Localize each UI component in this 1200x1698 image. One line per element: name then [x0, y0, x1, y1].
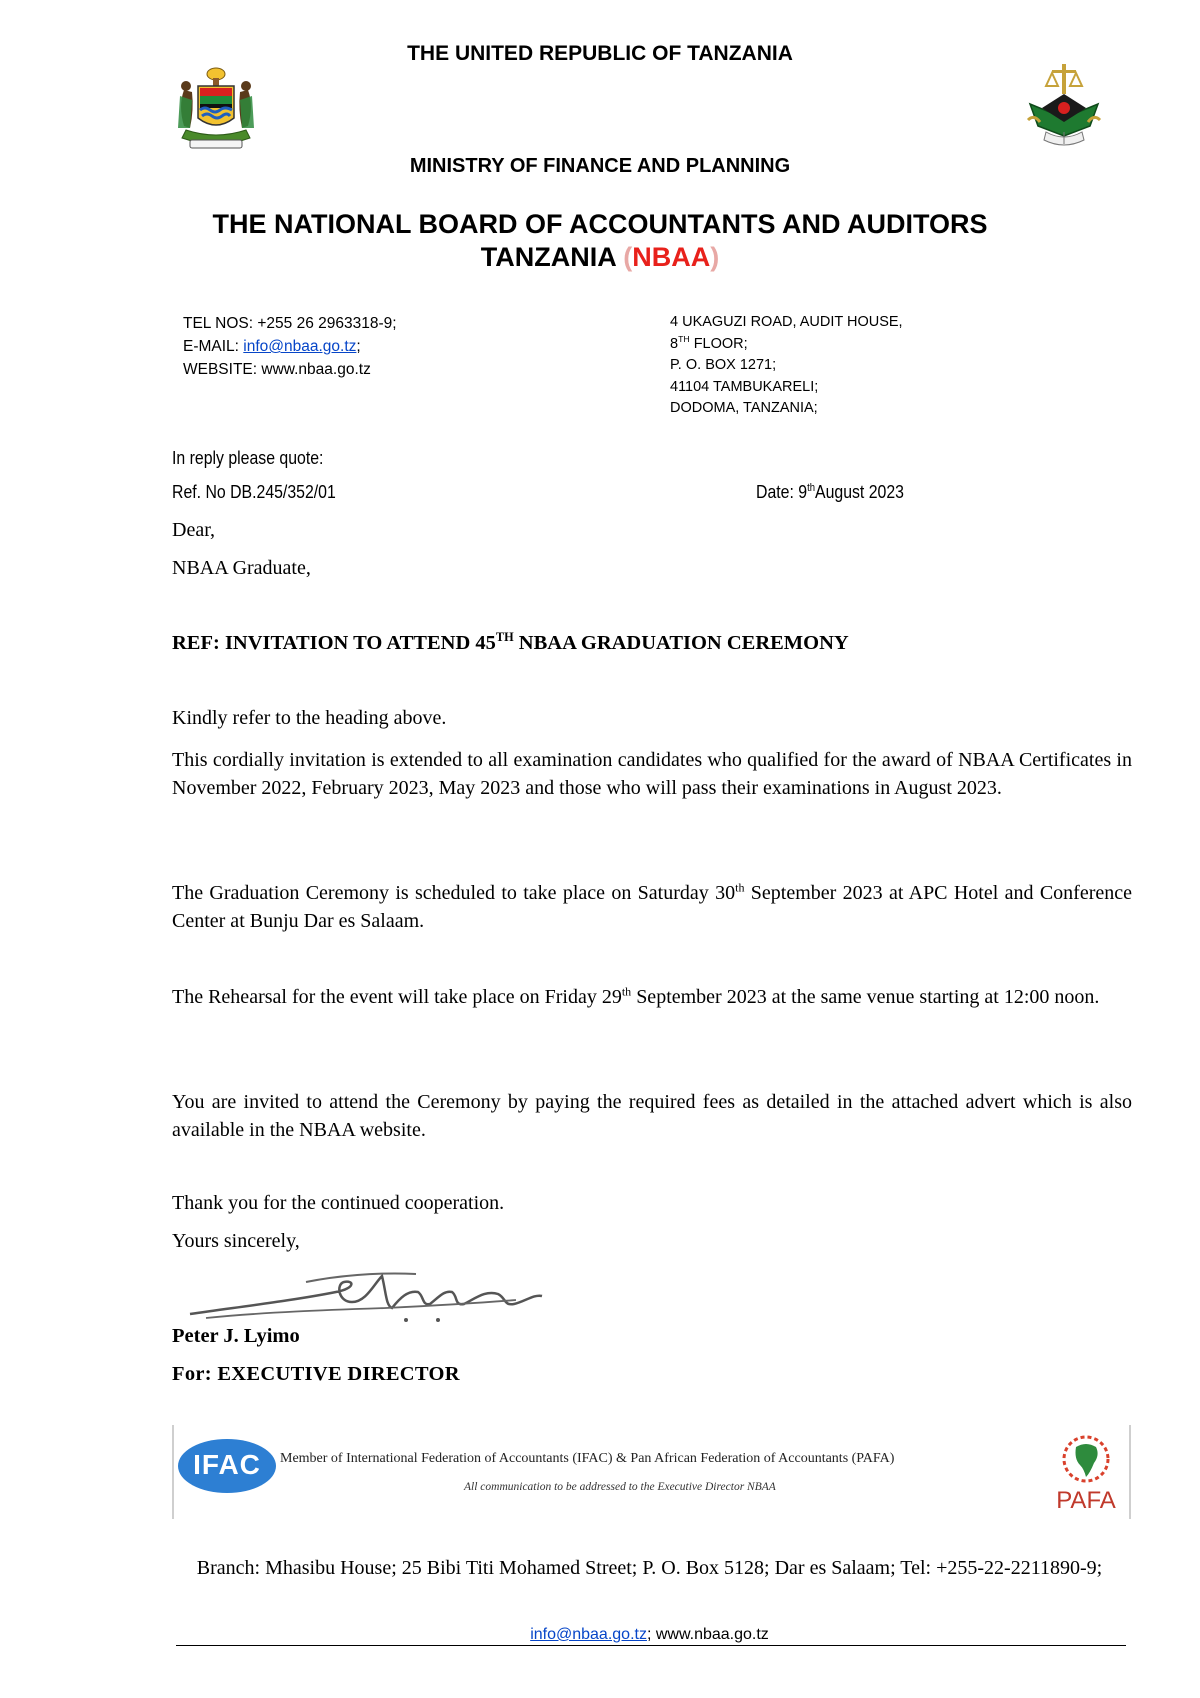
subject-sup: TH [495, 630, 514, 645]
subject-line [172, 632, 849, 655]
salutation-recipient: NBAA Graduate, [172, 557, 311, 579]
p3-sup: th [735, 880, 745, 895]
date-prefix: Date: 9 [756, 482, 808, 502]
footer-email-link[interactable]: info@nbaa.go.tz [530, 1626, 647, 1643]
address-line3: P. O. BOX 1271; [670, 357, 777, 373]
ministry-heading: MINISTRY OF FINANCE AND PLANNING [409, 155, 791, 177]
membership-text: Member of International Federation of Accountants (IFAC) & Pan African Federation of Accountants (PAFA) [280, 1451, 895, 1466]
handwritten-signature-icon [186, 1262, 546, 1324]
subject-prefix: REF: INVITATION TO ATTEND 45 [172, 632, 496, 654]
p3-rest: September 2023 at APC Hotel and Conference Center at Bunju Dar es Salaam. [172, 882, 1132, 932]
board-name-line1: THE NATIONAL BOARD OF ACCOUNTANTS AND AUDITORS [212, 209, 988, 239]
website-value[interactable]: www.nbaa.go.tz [261, 361, 371, 378]
email-line [183, 335, 397, 358]
board-paren-close: ) [710, 242, 720, 272]
p4-sup: th [621, 984, 632, 999]
address-block [670, 312, 903, 420]
tel-label: TEL NOS: [183, 315, 254, 332]
pafa-logo-text: PAFA [1056, 1487, 1116, 1514]
reply-quote: In reply please quote: [172, 448, 324, 468]
branch-address: Branch: Mhasibu House; 25 Bibi Titi Mohamed Street; P. O. Box 5128; Dar es Salaam; Tel: +255-22-2211890-9; [196, 1557, 1103, 1579]
pafa-africa-icon [1050, 1433, 1120, 1485]
address-floor-sup: TH [678, 333, 690, 344]
date-rest: August 2023 [815, 482, 904, 502]
footer-links [172, 1626, 1127, 1644]
contact-block [183, 312, 397, 381]
date-sup: th [807, 482, 816, 494]
body-paragraph-2: This cordially invitation is extended to all examination candidates who qualified for the award of NBAA Certificates in November 2022, February 2023, May 2023 and those who will pass their examinations in August 2023. [172, 749, 1132, 799]
body-paragraph-1: Kindly refer to the heading above. [172, 707, 447, 729]
address-floor-rest: FLOOR; [689, 335, 748, 352]
tel-value: +255 26 2963318-9; [257, 315, 397, 332]
body-paragraph-5: You are invited to attend the Ceremony by paying the required fees as detailed in the attached advert which is also available in the NBAA website. [172, 1091, 1132, 1141]
website-line [183, 358, 397, 381]
letter-date [756, 482, 904, 503]
email-link[interactable]: info@nbaa.go.tz [243, 338, 357, 355]
address-line1: 4 UKAGUZI ROAD, AUDIT HOUSE, [670, 314, 903, 330]
address-line4: 41104 TAMBUKARELI; [670, 378, 819, 395]
body-paragraph-6: Thank you for the continued cooperation. [172, 1192, 505, 1214]
ifac-logo-icon [178, 1439, 276, 1493]
email-label: E-MAIL: [183, 338, 239, 355]
address-floor-num: 8 [670, 335, 679, 352]
p4-prefix: The Rehearsal for the event will take place on Friday 29 [172, 986, 622, 1008]
body-paragraph-3 [172, 879, 1132, 935]
salutation-dear: Dear, [172, 519, 216, 541]
ifac-logo-text: IFAC [193, 1449, 261, 1480]
signatory-name: Peter J. Lyimo [172, 1325, 300, 1347]
body-paragraph-4 [172, 983, 1132, 1011]
nbaa-emblem-icon [1018, 60, 1110, 152]
board-acronym: NBAA [632, 242, 711, 272]
address-line5: DODOMA, TANZANIA; [670, 400, 818, 416]
subject-rest: NBAA GRADUATION CEREMONY [513, 632, 849, 654]
board-country: TANZANIA [480, 242, 624, 272]
closing-yours: Yours sincerely, [172, 1230, 300, 1252]
tanzania-coat-of-arms-icon [170, 66, 262, 152]
footer-rule [176, 1645, 1126, 1646]
p4-rest: September 2023 at the same venue starting at 12:00 noon. [631, 986, 1100, 1008]
ref-number: Ref. No DB.245/352/01 [172, 482, 336, 502]
signatory-title: For: EXECUTIVE DIRECTOR [172, 1363, 460, 1385]
p3-prefix: The Graduation Ceremony is scheduled to take place on Saturday 30 [172, 882, 736, 904]
address-line2 [670, 334, 903, 356]
communication-note: All communication to be addressed to the Executive Director NBAA [464, 1481, 776, 1493]
tel-line [183, 312, 397, 335]
board-name-line2 [0, 242, 1200, 273]
membership-banner [172, 1425, 1131, 1519]
email-suffix: ; [356, 338, 361, 355]
website-label: WEBSITE: [183, 361, 258, 378]
footer-separator: ; [646, 1626, 656, 1643]
footer-website[interactable]: www.nbaa.go.tz [655, 1626, 769, 1643]
board-paren-open: ( [623, 242, 633, 272]
country-heading: THE UNITED REPUBLIC OF TANZANIA [407, 42, 793, 65]
